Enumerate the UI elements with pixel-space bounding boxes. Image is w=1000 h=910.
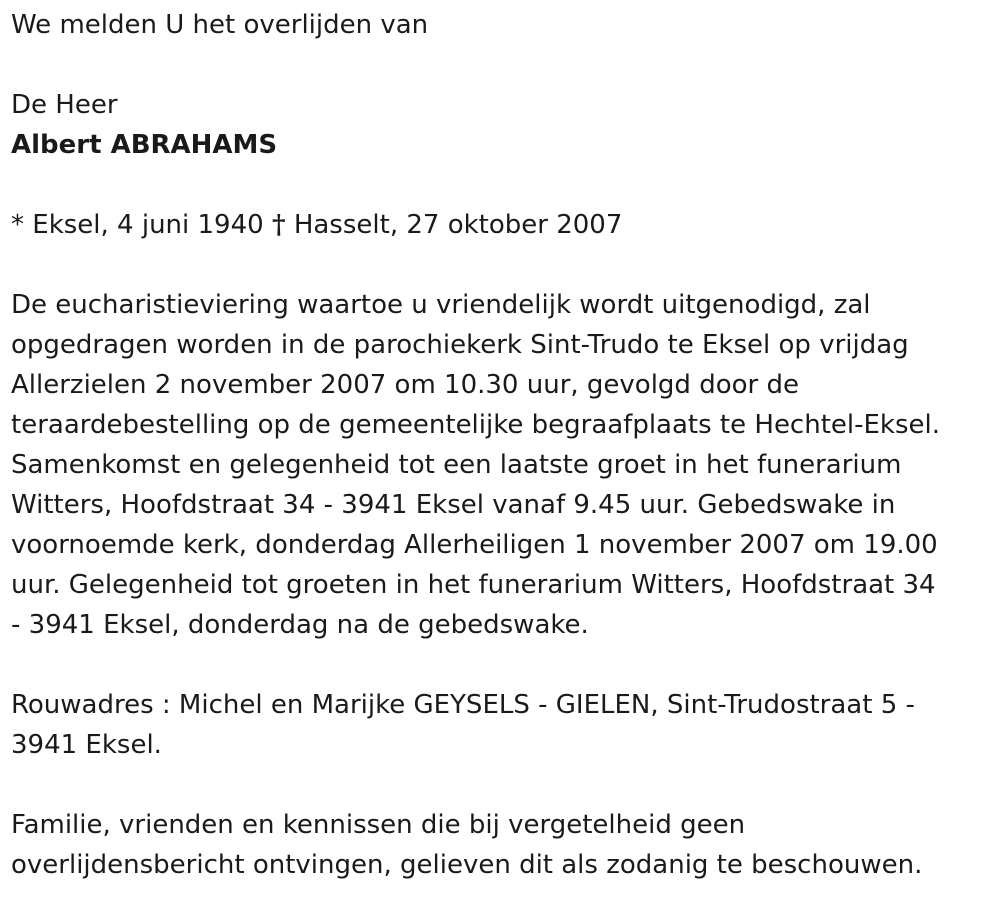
intro-text: We melden U het overlijden van [11,10,429,40]
death-notice [11,5,991,885]
dagger-icon: † [271,210,286,240]
paragraph-line: Witters, Hoofdstraat 34 - 3941 Eksel vanaf 9.45 uur. Gebedswake in [11,490,896,520]
ceremony-paragraph [11,285,991,645]
paragraph-line: De eucharistieviering waartoe u vriendelijk wordt uitgenodigd, zal [11,290,871,320]
paragraph-line: teraardebestelling op de gemeentelijke begraafplaats te Hechtel-Eksel. [11,410,941,440]
paragraph-line: Allerzielen 2 november 2007 om 10.30 uur, gevolgd door de [11,370,799,400]
paragraph-line: overlijdensbericht ontvingen, gelieven dit als zodanig te beschouwen. [11,850,923,880]
spacer [11,645,991,685]
spacer [11,765,991,805]
birth-info: * Eksel, 4 juni 1940 [11,210,264,240]
paragraph-line: uur. Gelegenheid tot groeten in het funerarium Witters, Hoofdstraat 34 [11,570,936,600]
paragraph-line: Familie, vrienden en kennissen die bij vergetelheid geen [11,810,746,840]
paragraph-line: 3941 Eksel. [11,730,162,760]
deceased-name: Albert ABRAHAMS [11,130,278,160]
honorific: De Heer [11,90,118,120]
closing-paragraph [11,805,991,885]
paragraph-line: opgedragen worden in de parochiekerk Sint-Trudo te Eksel op vrijdag [11,330,909,360]
death-info: Hasselt, 27 oktober 2007 [293,210,623,240]
spacer [11,245,991,285]
life-dates [11,205,991,245]
paragraph-line: Samenkomst en gelegenheid tot een laatste groet in het funerarium [11,450,902,480]
paragraph-line: Rouwadres : Michel en Marijke GEYSELS - GIELEN, Sint-Trudostraat 5 - [11,690,915,720]
paragraph-line: - 3941 Eksel, donderdag na de gebedswake. [11,610,589,640]
paragraph-line: voornoemde kerk, donderdag Allerheiligen 1 november 2007 om 19.00 [11,530,938,560]
spacer [11,165,991,205]
spacer [11,45,991,85]
address-paragraph [11,685,991,765]
